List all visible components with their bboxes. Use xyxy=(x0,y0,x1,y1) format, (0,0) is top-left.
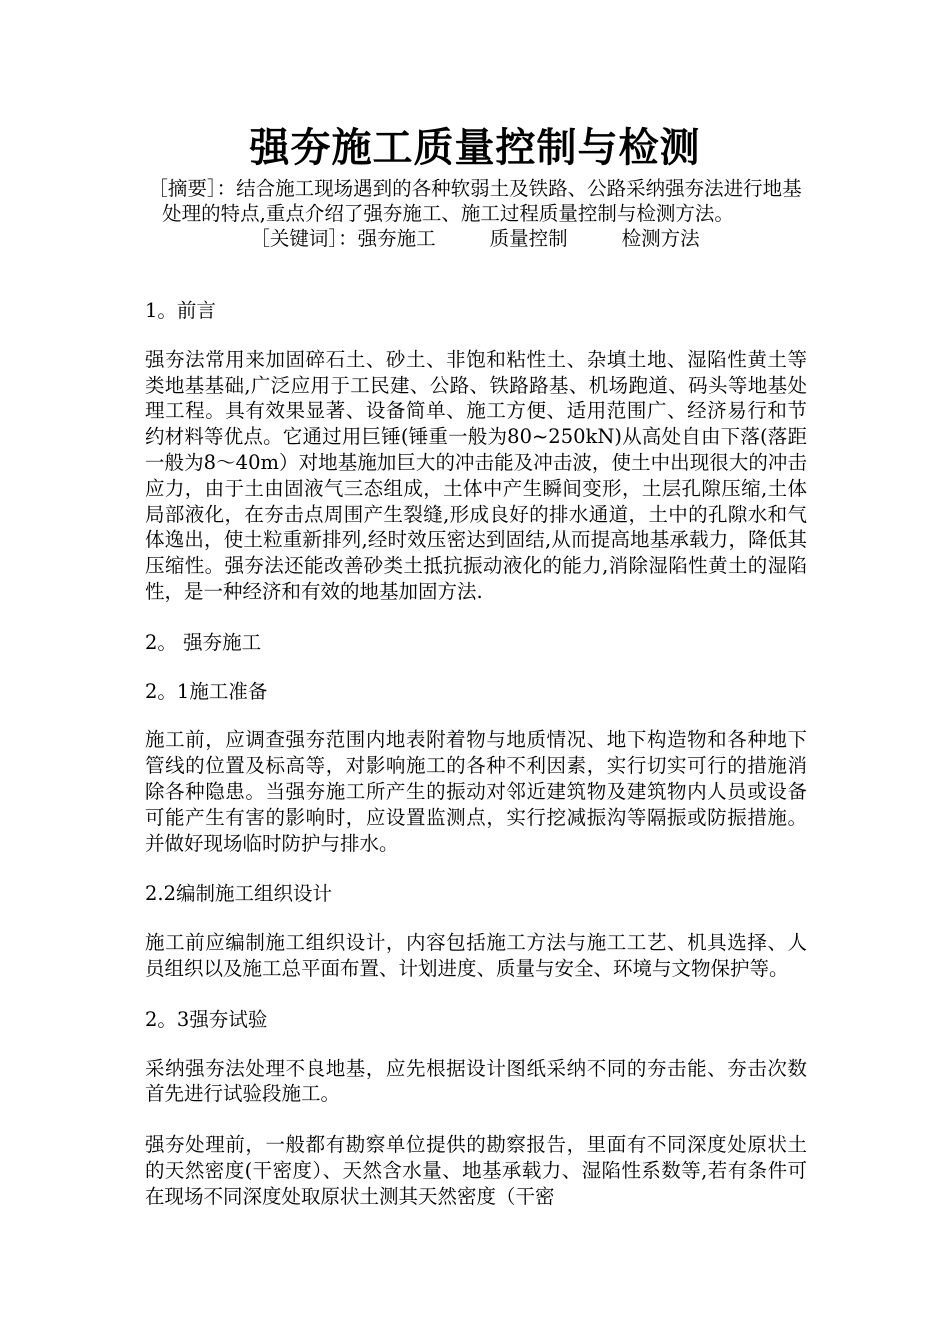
paragraph-design: 施工前应编制施工组织设计，内容包括施工方法与施工工艺、机具选择、人员组织以及施工总平面布置、计划进度、质量与安全、环境与文物保护等。 xyxy=(145,931,807,980)
paragraph-preface: 强夯法常用来加固碎石土、砂土、非饱和粘性土、杂填土地、湿陷性黄土等类地基基础,广泛应用于工民建、公路、铁路路基、机场跑道、码头等地基处理工程。具有效果显著、设备简单、施工方便、适用范围广、经济易行和节约材料等优点。它通过用巨锤(锤重一般为80~250kN)从高处自由下落(落距一般为8～40m）对地基施加巨大的冲击能及冲击波，使土中出现很大的冲击应力，由于土由固液气三态组成，土体中产生瞬间变形，土层孔隙压缩,土体局部液化，在夯击点周围产生裂缝,形成良好的排水通道，土中的孔隙水和气体逸出，使土粒重新排列,经时效压密达到固结,从而提高地基承载力，降低其压缩性。强夯法还能改善砂类土抵抗振动液化的能力,消除湿陷性黄土的湿陷性，是一种经济和有效的地基加固方法. xyxy=(145,347,807,603)
abstract-text: 结合施工现场遇到的各种软弱土及铁路、公路采纳强夯法进行地基处理的特点,重点介绍了强夯施工、施工过程质量控制与检测方法。 xyxy=(162,177,802,225)
keywords-label: ［关键词］： xyxy=(250,227,358,250)
subsection-heading-design: 2.2编制施工组织设计 xyxy=(145,882,333,906)
abstract-block xyxy=(143,176,807,251)
keyword-2: 质量控制 xyxy=(489,227,568,250)
section-heading-construction: 2。 强夯施工 xyxy=(145,630,262,654)
keyword-3: 检测方法 xyxy=(621,227,700,250)
keyword-1: 强夯施工 xyxy=(357,227,436,250)
document-title: 强夯施工质量控制与检测 xyxy=(249,124,701,171)
document-body xyxy=(145,298,807,1210)
subsection-heading-trial: 2。3强夯试验 xyxy=(145,1007,268,1031)
paragraph-trial-detail: 强夯处理前，一般都有勘察单位提供的勘察报告，里面有不同深度处原状土的天然密度(干密度）、天然含水量、地基承载力、湿陷性系数等,若有条件可在现场不同深度处取原状土测其天然密度（干密 xyxy=(145,1133,807,1208)
subsection-heading-preparation: 2。1施工准备 xyxy=(145,679,268,703)
abstract-label: ［摘要］： xyxy=(148,177,237,200)
paragraph-preparation: 施工前，应调查强夯范围内地表附着物与地质情况、地下构造物和各种地下管线的位置及标高等，对影响施工的各种不利因素，实行切实可行的措施消除各种隐患。当强夯施工所产生的振动对邻近建筑物及建筑物内人员或设备可能产生有害的影响时，应设置监测点，实行挖减振沟等隔振或防振措施。并做好现场临时防护与排水。 xyxy=(145,728,807,855)
section-heading-preface: 1。前言 xyxy=(145,299,216,322)
paragraph-trial: 采纳强夯法处理不良地基，应先根据设计图纸采纳不同的夯击能、夯击次数首先进行试验段施工。 xyxy=(145,1056,807,1106)
